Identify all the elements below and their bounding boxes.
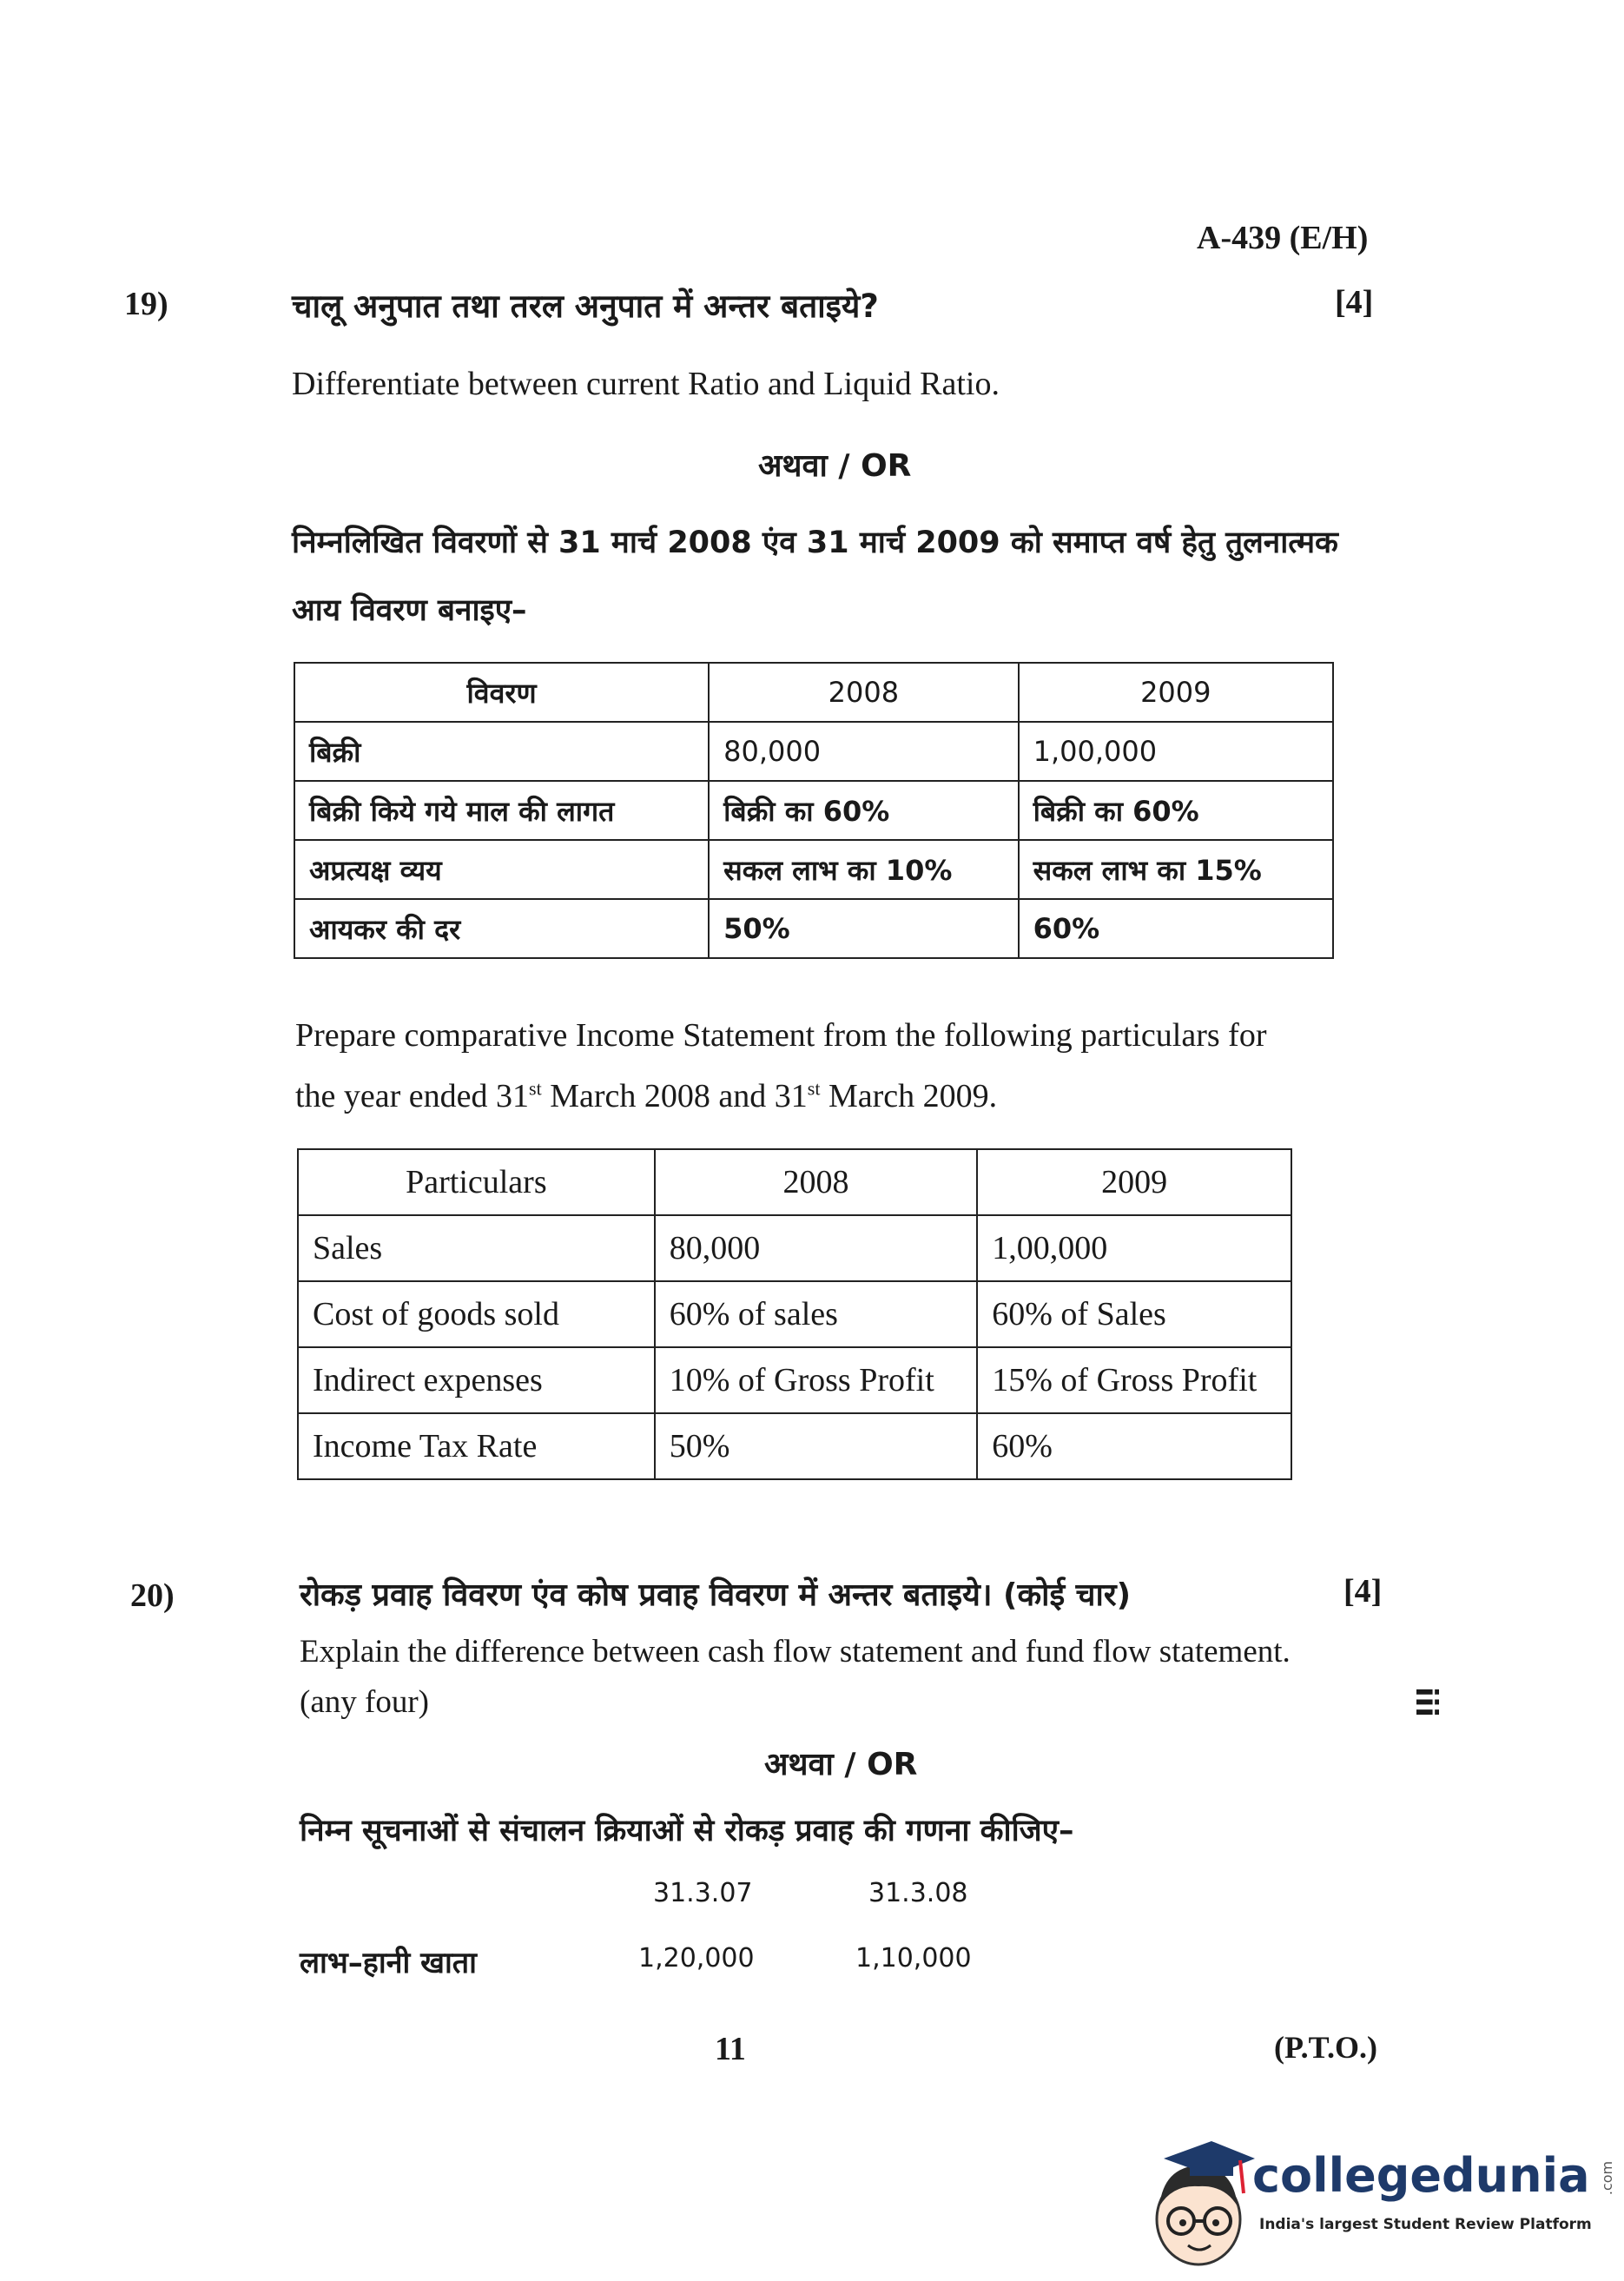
question-20-english-line1: Explain the difference between cash flow statement and fund flow statement. — [300, 1634, 1291, 1669]
table-row — [294, 781, 1333, 840]
table-row — [294, 840, 1333, 899]
table-row — [298, 1347, 1291, 1413]
ordinal-suffix: st — [807, 1077, 821, 1100]
q20-or-label: अथवा / OR — [764, 1747, 918, 1782]
question-20-marks: [4] — [1343, 1573, 1383, 1610]
hindi-particulars-table — [294, 662, 1334, 959]
page-number: 11 — [715, 2031, 746, 2067]
table-header-cell: 2008 — [709, 663, 1018, 722]
table-cell: 60% — [977, 1413, 1291, 1479]
question-20-english-line2: (any four) — [300, 1684, 429, 1720]
q19-alt-english-line2: the year ended 31st March 2008 and 31st March 2009. — [295, 1077, 998, 1114]
table-header-row — [298, 1149, 1291, 1215]
english-particulars-table — [297, 1148, 1292, 1480]
question-20-hindi: रोकड़ प्रवाह विवरण एंव कोष प्रवाह विवरण में अन्तर बताइये। (कोई चार) — [300, 1577, 1132, 1613]
table-header-cell: 2009 — [977, 1149, 1291, 1215]
brand-tagline: India's largest Student Review Platform — [1259, 2216, 1592, 2233]
date-col-2: 31.3.08 — [868, 1878, 968, 1908]
table-cell: अप्रत्यक्ष व्यय — [294, 840, 709, 899]
table-cell: 15% of Gross Profit — [977, 1347, 1291, 1413]
pl-value-2007: 1,20,000 — [638, 1943, 755, 1974]
table-header-cell: 2009 — [1019, 663, 1333, 722]
table-cell: 50% — [655, 1413, 978, 1479]
side-mark: iii — [1409, 1687, 1443, 1717]
table-cell: Sales — [298, 1215, 655, 1281]
table-cell: सकल लाभ का 15% — [1019, 840, 1333, 899]
ordinal-suffix: st — [529, 1077, 542, 1100]
table-row — [294, 899, 1333, 958]
table-cell: Cost of goods sold — [298, 1281, 655, 1347]
question-19-english: Differentiate between current Ratio and Liquid Ratio. — [292, 366, 1000, 402]
table-cell: 10% of Gross Profit — [655, 1347, 978, 1413]
table-cell: सकल लाभ का 10% — [709, 840, 1018, 899]
pto-label: (P.T.O.) — [1274, 2030, 1378, 2065]
table-header-cell: 2008 — [655, 1149, 978, 1215]
q19-or-label: अथवा / OR — [758, 448, 912, 484]
table-cell: 80,000 — [655, 1215, 978, 1281]
brand-name: collegedunia .com — [1252, 2148, 1615, 2203]
date-col-1: 31.3.07 — [653, 1878, 753, 1908]
table-cell: 80,000 — [709, 722, 1018, 781]
table-row — [298, 1413, 1291, 1479]
table-row — [298, 1281, 1291, 1347]
q19-alt-english-line1: Prepare comparative Income Statement from the following particulars for — [295, 1017, 1267, 1054]
table-cell: 1,00,000 — [1019, 722, 1333, 781]
q19-alt-hindi-line2: आय विवरण बनाइए– — [292, 593, 527, 628]
table-row — [298, 1215, 1291, 1281]
question-19-marks: [4] — [1335, 284, 1374, 321]
table-cell: 60% — [1019, 899, 1333, 958]
table-cell: 50% — [709, 899, 1018, 958]
q20-alt-hindi: निम्न सूचनाओं से संचालन क्रियाओं से रोकड़ प्रवाह की गणना कीजिए– — [300, 1814, 1074, 1848]
table-row — [294, 722, 1333, 781]
table-cell: Indirect expenses — [298, 1347, 655, 1413]
question-19-number: 19) — [124, 286, 168, 322]
table-cell: बिक्री का 60% — [1019, 781, 1333, 840]
table-cell: आयकर की दर — [294, 899, 709, 958]
table-header-cell: विवरण — [294, 663, 709, 722]
question-20-number: 20) — [130, 1577, 175, 1614]
table-header-row — [294, 663, 1333, 722]
pl-value-2008: 1,10,000 — [855, 1943, 972, 1974]
table-cell: बिक्री का 60% — [709, 781, 1018, 840]
collegedunia-watermark — [1138, 2132, 1615, 2271]
table-cell: 60% of Sales — [977, 1281, 1291, 1347]
table-header-cell: Particulars — [298, 1149, 655, 1215]
table-cell: 60% of sales — [655, 1281, 978, 1347]
table-cell: 1,00,000 — [977, 1215, 1291, 1281]
paper-code: A-439 (E/H) — [1197, 220, 1369, 256]
question-19-hindi: चालू अनुपात तथा तरल अनुपात में अन्तर बताइये? — [292, 288, 879, 325]
table-cell: बिक्री — [294, 722, 709, 781]
pl-account-label: लाभ–हानी खाता — [300, 1946, 477, 1980]
mascot-logo-icon — [1138, 2132, 1259, 2271]
table-cell: बिक्री किये गये माल की लागत — [294, 781, 709, 840]
table-cell: Income Tax Rate — [298, 1413, 655, 1479]
q19-alt-hindi-line1: निम्नलिखित विवरणों से 31 मार्च 2008 एंव 31 मार्च 2009 को समाप्त वर्ष हेतु तुलनात्मक — [292, 526, 1338, 560]
